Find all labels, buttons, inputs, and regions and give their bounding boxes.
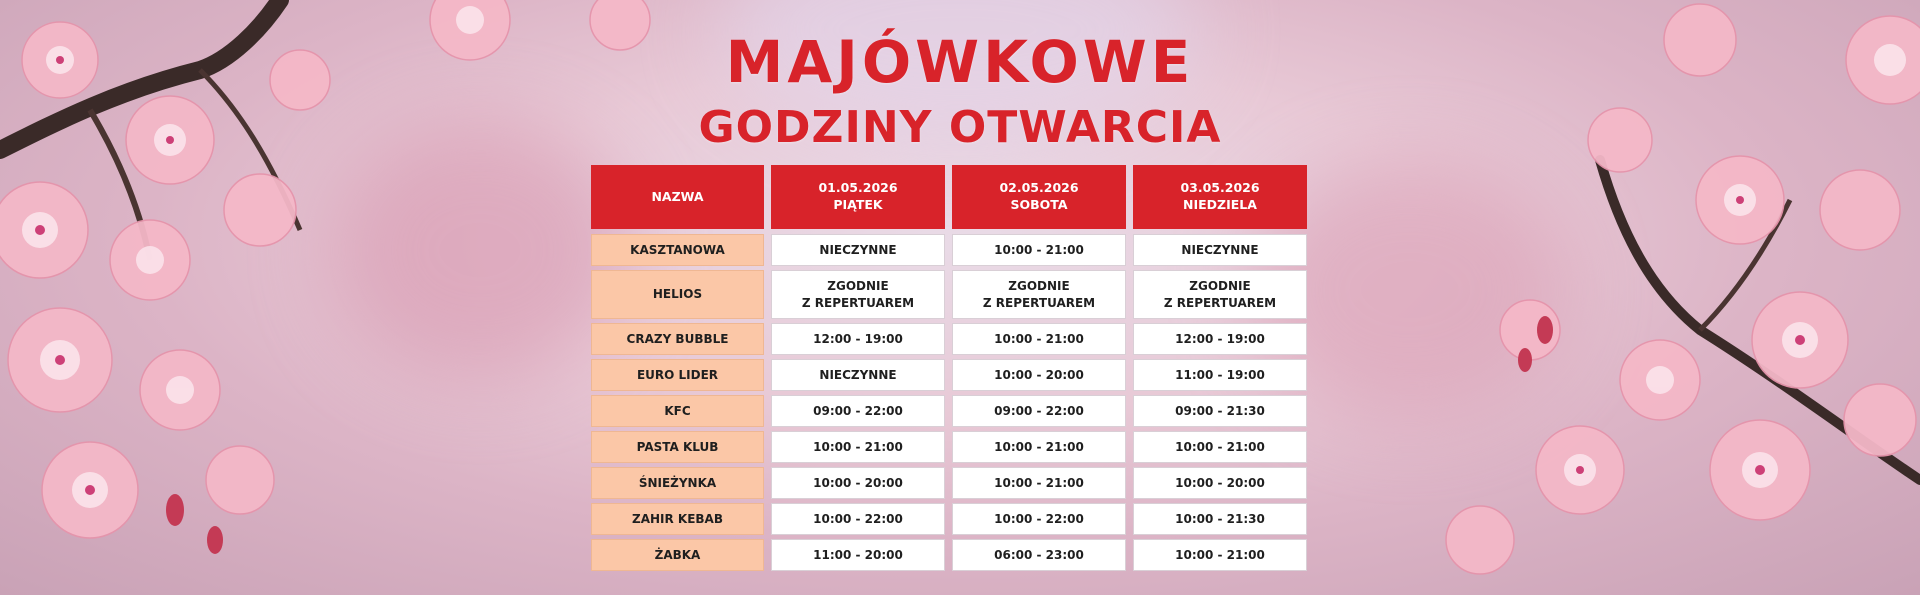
opening-hours-table xyxy=(591,165,1307,575)
header-day-2: 02.05.2026 SOBOTA xyxy=(952,165,1126,229)
hours-cell: 09:00 - 21:30 xyxy=(1133,395,1307,427)
store-name: ŚNIEŻYNKA xyxy=(591,467,764,499)
hours-cell: 10:00 - 21:30 xyxy=(1133,503,1307,535)
hours-cell: 10:00 - 21:00 xyxy=(771,431,945,463)
page-title-line1: MAJÓWKOWE xyxy=(725,28,1195,96)
background-blur xyxy=(330,120,630,380)
hours-cell: 11:00 - 20:00 xyxy=(771,539,945,571)
store-name: CRAZY BUBBLE xyxy=(591,323,764,355)
hours-cell: ZGODNIE Z REPERTUAREM xyxy=(771,270,945,319)
hours-cell: 10:00 - 22:00 xyxy=(771,503,945,535)
header-day-3: 03.05.2026 NIEDZIELA xyxy=(1133,165,1307,229)
hours-cell: 10:00 - 21:00 xyxy=(1133,431,1307,463)
hours-cell: 10:00 - 21:00 xyxy=(952,467,1126,499)
store-name: PASTA KLUB xyxy=(591,431,764,463)
page-title-line2: GODZINY OTWARCIA xyxy=(698,102,1222,153)
hours-cell: 06:00 - 23:00 xyxy=(952,539,1126,571)
store-name: ŻABKA xyxy=(591,539,764,571)
hours-cell: 10:00 - 21:00 xyxy=(952,234,1126,266)
hours-cell: ZGODNIE Z REPERTUAREM xyxy=(952,270,1126,319)
hours-cell: 10:00 - 20:00 xyxy=(952,359,1126,391)
hours-cell: 10:00 - 20:00 xyxy=(1133,467,1307,499)
hours-cell: 09:00 - 22:00 xyxy=(952,395,1126,427)
store-name: ZAHIR KEBAB xyxy=(591,503,764,535)
hours-cell: 10:00 - 22:00 xyxy=(952,503,1126,535)
hours-cell: NIECZYNNE xyxy=(1133,234,1307,266)
hours-cell: 12:00 - 19:00 xyxy=(771,323,945,355)
hours-cell: 10:00 - 21:00 xyxy=(952,431,1126,463)
store-name: HELIOS xyxy=(591,270,764,319)
hours-cell: 11:00 - 19:00 xyxy=(1133,359,1307,391)
store-name: KFC xyxy=(591,395,764,427)
hours-cell: 10:00 - 20:00 xyxy=(771,467,945,499)
hours-cell: 10:00 - 21:00 xyxy=(1133,539,1307,571)
hours-cell: 10:00 - 21:00 xyxy=(952,323,1126,355)
hours-cell: NIECZYNNE xyxy=(771,359,945,391)
hours-cell: 09:00 - 22:00 xyxy=(771,395,945,427)
hours-cell: ZGODNIE Z REPERTUAREM xyxy=(1133,270,1307,319)
header-name: NAZWA xyxy=(591,165,764,229)
hours-cell: 12:00 - 19:00 xyxy=(1133,323,1307,355)
store-name: EURO LIDER xyxy=(591,359,764,391)
header-day-1: 01.05.2026 PIĄTEK xyxy=(771,165,945,229)
store-name: KASZTANOWA xyxy=(591,234,764,266)
hours-cell: NIECZYNNE xyxy=(771,234,945,266)
